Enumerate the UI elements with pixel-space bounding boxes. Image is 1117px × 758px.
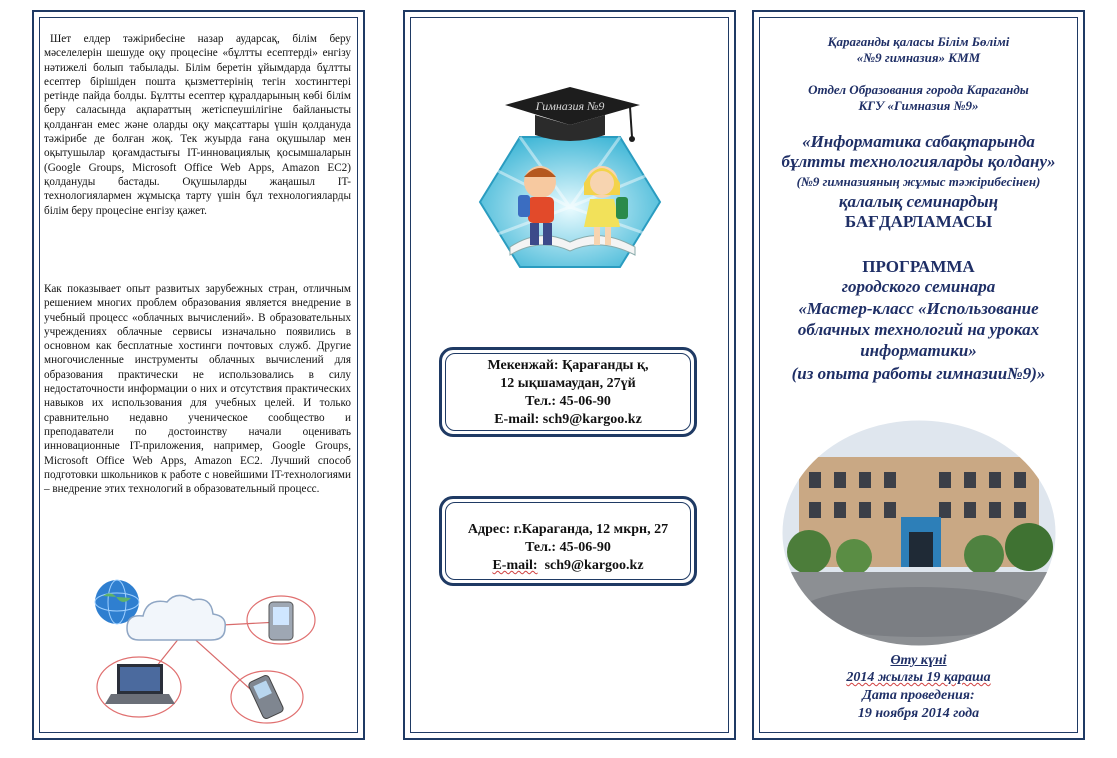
- date-ru: 19 ноября 2014 года: [857, 706, 980, 721]
- title-ru-line2: городского семинара: [841, 277, 996, 296]
- title-ru-line1: ПРОГРАММА: [862, 257, 975, 276]
- address-ru-email-row: [442, 557, 694, 575]
- logo-text: Гимназия №9: [535, 99, 605, 113]
- middle-panel: [403, 10, 736, 740]
- address-ru-line1: Адрес: г.Караганда, 12 мкрн, 27: [467, 522, 669, 537]
- address-box-kz: [439, 347, 697, 437]
- address-ru-email-value: sch9@kargoo.kz: [544, 558, 644, 573]
- graduation-cap-icon: [505, 87, 640, 142]
- address-box-ru: [439, 496, 697, 586]
- paragraph-ru: Как показывает опыт развитых зарубежных стран, отличным решением многих проблем образования является внедрение в учебный процесс «облачных вычислений». В образовательных учреждениях облачные сервисы изначально появились в основном как бесплатные хостинги почтовых служб. Другие многочисленные инструменты облачных вычислений для образования практически не использовались в силу недостаточности информации о них и отсутствия практических навыков их использования для учебных целей. И только сравнительно недавно ученическое сообщество и преподаватели по достоинству начали оценивать инновационные IT-приложения, например, Google Groups, Microsoft Office Web Apps, Amazon EC2. Лучший способ подготовки школьников к работе с новейшими IT-технологиями – внедрение этих технологий в образовательный процесс.: [44, 283, 351, 496]
- address-ru-email-label: E-mail:: [492, 558, 538, 573]
- org-kz-line2: «№9 гимназия» КММ: [856, 50, 981, 65]
- date-kz-value: 2014 жылғы 19 қараша: [846, 670, 991, 685]
- address-ru-phone: Тел.: 45-06-90: [525, 540, 611, 555]
- org-ru-line2: КГУ «Гимназия №9»: [858, 98, 979, 113]
- school-building-photo: [779, 417, 1059, 649]
- address-kz-line2: 12 ықшамаудан, 27үй: [500, 376, 636, 391]
- title-ru-line4: облачных технологий на уроках: [797, 320, 1040, 339]
- paragraph-kz: Шет елдер тәжірибесіне назар аударсақ, білім беру мәселелерін шешуде оқу процесіне «бұлтты есептерді» енгізу нәтижелі болып табылады. Білім беретін ұйымдарда бұлтты есептер бірішіден пошта қызметтерінің тегін хостингтері ретінде пайда болды. Бұлтты есептер құралдарының көбі білім беру саласында ақпараттың жетіспеушілігіне байланысты қолданған емес және оларды оқу мақсаттары үшін қолдануда тәжірибе де болған жоқ. Тек жуырда ғана оқушылар мен оқытушылар қоғамдастығы IT-инновациялық қосымшаларын (Google Groups, Microsoft Office Web Apps, Amazon EC2) қолдануды бастады. Оқушыларды жаңашыл IT-технологиялармен жұмысқа тарту үшін бұл технологияларды білім беру процесіне енгізу қажет.: [44, 33, 351, 217]
- mobile-phone-icon: [231, 671, 303, 723]
- title-kz-line5: БАҒДАРЛАМАСЫ: [844, 212, 993, 231]
- title-kz-line4: қалалық семинардың: [838, 192, 999, 211]
- title-ru-line3: «Мастер-класс «Использование: [798, 299, 1039, 318]
- address-kz-line1: Мекенжай: Қарағанды қ,: [487, 358, 649, 373]
- org-kz-line1: Қарағанды қаласы Білім Бөлімі: [827, 34, 1010, 49]
- title-ru-line5: информатики»: [860, 341, 977, 360]
- right-panel: [752, 10, 1085, 740]
- gymnasium-logo: [460, 77, 680, 277]
- left-panel: [32, 10, 365, 740]
- date-kz-label: Өту күні: [890, 653, 947, 668]
- title-ru-line6: (из опыта работы гимназии№9)»: [791, 364, 1046, 383]
- title-kz-line3: (№9 гимназияның жұмыс тәжірибесінен): [796, 174, 1041, 189]
- cloud-computing-illustration: [89, 572, 329, 727]
- title-kz-line1: «Информатика сабақтарында: [802, 132, 1035, 151]
- org-ru-line1: Отдел Образования города Караганды: [808, 82, 1029, 97]
- cloud-icon: [127, 595, 225, 640]
- laptop-icon: [97, 657, 181, 717]
- address-kz-email: E-mail: sch9@kargoo.kz: [494, 412, 642, 427]
- address-kz-phone: Тел.: 45-06-90: [525, 394, 611, 409]
- date-ru-label: Дата проведения:: [862, 688, 975, 703]
- title-kz-line2: бұлтты технологияларды қолдану»: [781, 152, 1056, 171]
- smartphone-icon: [247, 596, 315, 644]
- date-kz: [754, 670, 1083, 686]
